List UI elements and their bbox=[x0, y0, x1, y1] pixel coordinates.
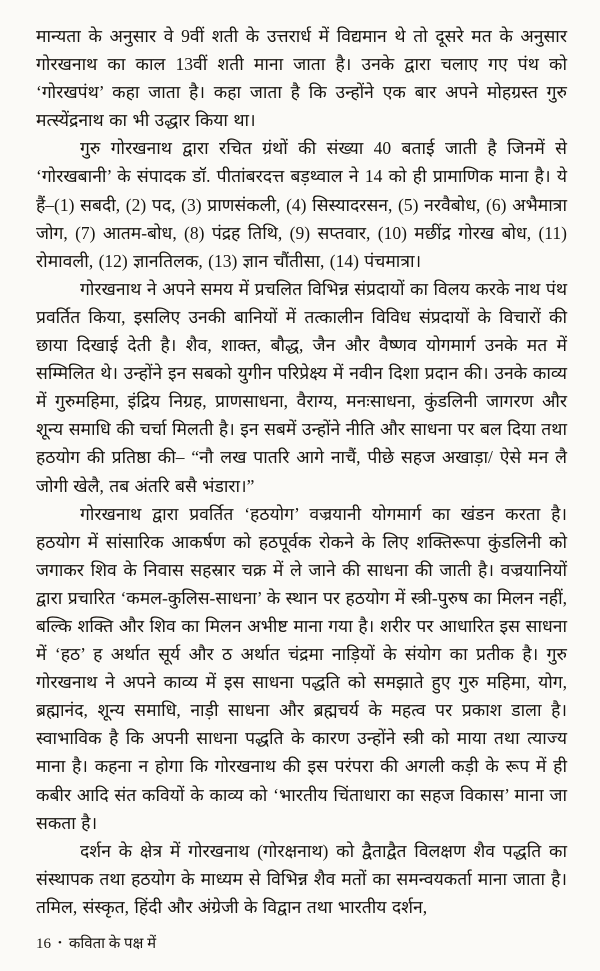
page-text-block bbox=[36, 22, 567, 921]
book-title: कविता के पक्ष में bbox=[68, 936, 157, 952]
paragraph: दर्शन के क्षेत्र में गोरखनाथ (गोरक्षनाथ) को द्वैताद्वैत विलक्षण शैव पद्धति का संस्थापक तथा हठयोग के माध्यम से विभिन्न शैव मतों का समन्वयकर्ता माना जाता है। तमिल, संस्कृत, हिंदी और अंग्रेजी के विद्वान तथा भारतीय दर्शन, bbox=[36, 840, 567, 917]
paragraph-continuation: मान्यता के अनुसार वे 9वीं शती के उत्तरार्ध में विद्यमान थे तो दूसरे मत के अनुसार गोरखनाथ का काल 13वीं शती माना जाता है। उनके द्वारा चलाए गए पंथ को ‘गोरखपंथ’ कहा जाता है। कहा जाता है कि उन्होंने एक बार अपने मोहग्रस्त गुरु मत्स्येंद्रनाथ का भी उद्धार किया था। bbox=[36, 26, 567, 131]
paragraph: गोरखनाथ ने अपने समय में प्रचलित विभिन्न संप्रदायों का विलय करके नाथ पंथ प्रवर्तित किया, इसलिए उनकी बानियों में तत्कालीन विविध संप्रदायों के विचारों की छाया दिखाई देती है। शैव, शाक्त, बौद्ध, जैन और वैष्णव योगमार्ग उनके मत में सम्मिलित थे। उन्होंने इन सबको युगीन परिप्रेक्ष्य में नवीन दिशा प्रदान की। उनके काव्य में गुरुमहिमा, इंद्रिय निग्रह, प्राणसाधना, वैराग्य, मनःसाधना, कुंडलिनी जागरण और शून्य समाधि की चर्चा मिलती है। इन सबमें उन्होंने नीति और साधना पर बल दिया तथा हठयोग की प्रतिष्ठा की– “नौ लख पातरि आगे नाचैं, पीछे सहज अखाड़ा/ ऐसे मन लै जोगी खेलै, तब अंतरि बसै भंडारा।” bbox=[36, 278, 567, 496]
page-footer bbox=[36, 933, 156, 953]
footer-separator-icon: • bbox=[58, 937, 62, 949]
page-number: 16 bbox=[36, 936, 51, 952]
paragraph: गोरखनाथ द्वारा प्रवर्तित ‘हठयोग’ वज्रयानी योगमार्ग का खंडन करता है। हठयोग में सांसारिक आकर्षण को हठपूर्वक रोकने के लिए शक्तिरूपा कुंडलिनी को जगाकर शिव के निवास सहस्रार चक्र में ले जाने की साधना की जाती है। वज्रयानियों द्वारा प्रचारित ‘कमल-कुलिस-साधना’ के स्थान पर हठयोग में स्त्री-पुरुष का मिलन नहीं, बल्कि शक्ति और शिव का मिलन अभीष्ट माना गया है। शरीर पर आधारित इस साधना में ‘हठ’ ह अर्थात सूर्य और ठ अर्थात चंद्रमा नाड़ियों के संयोग का प्रतीक है। गुरु गोरखनाथ ने अपने काव्य में इस साधना पद्धति को समझाते हुए गुरु महिमा, योग, ब्रह्मानंद, शून्य समाधि, नाड़ी साधना और ब्रह्मचर्य के महत्व पर प्रकाश डाला है। स्वाभाविक है कि अपनी साधना पद्धति के कारण उन्होंने स्त्री को माया तथा त्याज्य माना है। कहना न होगा कि गोरखनाथ की इस परंपरा की अगली कड़ी के रूप में ही कबीर आदि संत कवियों के काव्य को ‘भारतीय चिंताधारा का सहज विकास’ माना जा सकता है। bbox=[36, 503, 567, 833]
paragraph: गुरु गोरखनाथ द्वारा रचित ग्रंथों की संख्या 40 बताई जाती है जिनमें से ‘गोरखबानी’ के संपादक डॉ. पीतांबरदत्त बड़थ्वाल ने 14 को ही प्रामाणिक माना है। ये हैं–(1) सबदी, (2) पद, (3) प्राणसंकली, (4) सिस्यादरसन, (5) नरवैबोध, (6) अभैमात्रा जोग, (7) आतम-बोध, (8) पंद्रह तिथि, (9) सप्तवार, (10) मछींद्र गोरख बोध, (11) रोमावली, (12) ज्ञानतिलक, (13) ज्ञान चौंतीसा, (14) पंचमात्रा। bbox=[36, 138, 567, 271]
